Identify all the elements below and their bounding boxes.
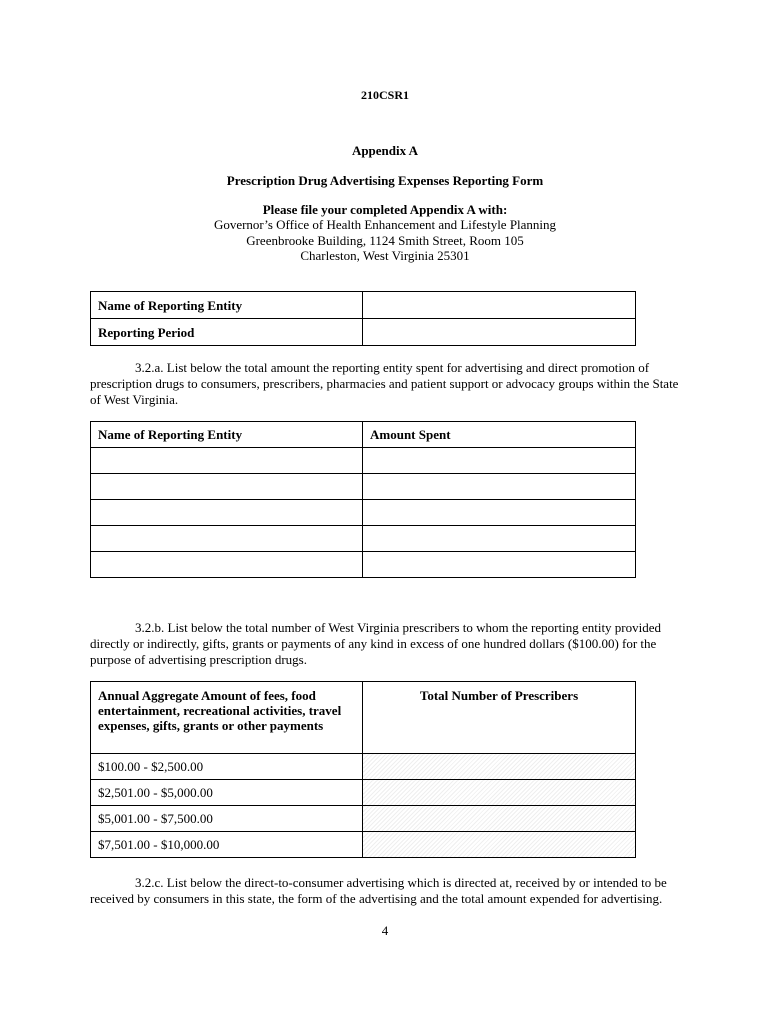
page-number: 4: [381, 923, 389, 938]
entity-table: [90, 291, 636, 346]
prescriber-count-cell[interactable]: [363, 780, 636, 806]
prescriber-count-cell[interactable]: [363, 832, 636, 858]
entity-name-label: Name of Reporting Entity: [91, 292, 363, 319]
prescriber-count-cell[interactable]: [363, 754, 636, 780]
amount-range-cell: $7,501.00 - $10,000.00: [91, 832, 363, 858]
document-code: 210CSR1: [360, 88, 409, 102]
entity-cell[interactable]: [91, 448, 363, 474]
amount-range-cell: $2,501.00 - $5,000.00: [91, 780, 363, 806]
amount-cell[interactable]: [363, 552, 636, 578]
table-header-row: [91, 422, 636, 448]
table-row: [91, 292, 636, 319]
prescriber-table: [90, 681, 636, 858]
form-title: Prescription Drug Advertising Expenses Reporting Form: [226, 173, 544, 188]
section-c-paragraph: [90, 875, 682, 907]
reporting-period-field[interactable]: [363, 319, 636, 346]
address-line-3: Charleston, West Virginia 25301: [300, 248, 470, 263]
table-row: [91, 552, 636, 578]
amount-cell[interactable]: [363, 474, 636, 500]
reporting-period-label: Reporting Period: [91, 319, 363, 346]
entity-name-field[interactable]: [363, 292, 636, 319]
table-row: [91, 526, 636, 552]
amount-spent-table: [90, 421, 636, 578]
amount-range-cell: $5,001.00 - $7,500.00: [91, 806, 363, 832]
amount-cell[interactable]: [363, 448, 636, 474]
section-c-text: 3.2.c. List below the direct-to-consumer advertising which is directed at, received by or intended to be received by consumers in this state, the form of the advertising and the total amount expended for advertising.: [90, 875, 667, 906]
section-a-text: 3.2.a. List below the total amount the reporting entity spent for advertising and direct promotion of prescription drugs to consumers, prescribers, pharmacies and patient support or advocacy groups within the State of West Virginia.: [90, 360, 679, 407]
address-line-2: Greenbrooke Building, 1124 Smith Street, Room 105: [246, 233, 524, 248]
entity-cell[interactable]: [91, 552, 363, 578]
column-header-aggregate-amount: Annual Aggregate Amount of fees, food entertainment, recreational activities, travel expenses, gifts, grants or other payments: [91, 682, 363, 754]
file-with-heading: Please file your completed Appendix A with:: [262, 202, 508, 217]
table-row: [91, 754, 636, 780]
table-row: [91, 448, 636, 474]
column-header-amount: Amount Spent: [363, 422, 636, 448]
column-header-total-prescribers: Total Number of Prescribers: [363, 682, 636, 754]
prescriber-count-cell[interactable]: [363, 806, 636, 832]
table-row: [91, 832, 636, 858]
section-b-text: 3.2.b. List below the total number of West Virginia prescribers to whom the reporting entity provided directly or indirectly, gifts, grants or payments of any kind in excess of one hundred dollars ($100.00) for the purpose of advertising prescription drugs.: [90, 620, 662, 667]
table-header-row: [91, 682, 636, 754]
table-row: [91, 806, 636, 832]
entity-cell[interactable]: [91, 474, 363, 500]
amount-range-cell: $100.00 - $2,500.00: [91, 754, 363, 780]
amount-cell[interactable]: [363, 526, 636, 552]
section-a-paragraph: [90, 360, 682, 408]
entity-cell[interactable]: [91, 526, 363, 552]
entity-cell[interactable]: [91, 500, 363, 526]
table-row: [91, 500, 636, 526]
table-row: [91, 319, 636, 346]
appendix-title: Appendix A: [351, 143, 419, 158]
column-header-entity: Name of Reporting Entity: [91, 422, 363, 448]
table-row: [91, 474, 636, 500]
table-row: [91, 780, 636, 806]
address-line-1: Governor’s Office of Health Enhancement and Lifestyle Planning: [213, 217, 557, 232]
section-b-paragraph: [90, 620, 682, 668]
amount-cell[interactable]: [363, 500, 636, 526]
